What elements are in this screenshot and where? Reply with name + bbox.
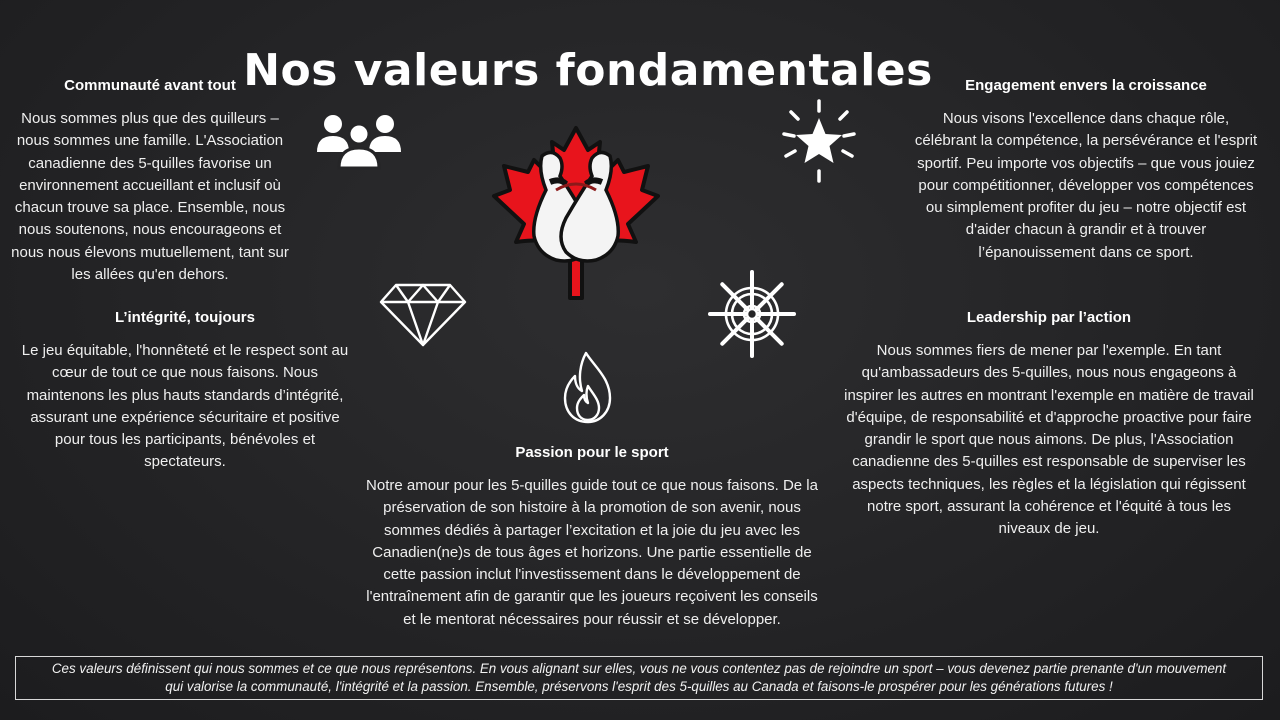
diamond-icon: [378, 282, 468, 348]
value-integrity-text: Le jeu équitable, l'honnêteté et le respect sont au cœur de tout ce que nous faisons. Nous maintenons les plus hauts standards d’intégrité, assurant une expérience sécuritaire et positive pour tous les participants, bénévoles et spectateurs.: [21, 342, 349, 471]
value-integrity-heading: L’intégrité, toujours: [114, 309, 255, 326]
footer-statement: Ces valeurs définissent qui nous sommes et ce que nous représentons. En vous alignant sur elles, vous ne vous contentez pas de rejoindre un sport – vous devenez partie prenante d'un mouvement qui valorise la communauté, l'intégrité et la passion. Ensemble, préservons l'esprit des 5-quilles au Canada et faisons-le prospérer pour les générations futures !: [15, 656, 1263, 700]
value-leadership-text: Nous sommes fiers de mener par l'exemple. En tant qu'ambassadeurs des 5-quilles, nous nous engageons à inspirer les autres en montrant l'exemple en matière de travail d'équipe, de responsabilité et d'approche proactive pour faire grandir le sport que nous aimons. De plus, l'Association canadienne des 5-quilles est responsable de superviser les aspects techniques, les règles et la législation qui régissent notre sport, assurant la cohérence et l'équité à tous les niveaux de jeu.: [844, 342, 1254, 538]
star-burst-icon: [776, 98, 862, 184]
value-leadership: [840, 309, 1258, 541]
maple-leaf-bowling-pins-logo: [486, 120, 666, 310]
flame-icon: [560, 350, 616, 426]
value-growth-text: Nous visons l'excellence dans chaque rôle, célébrant la compétence, la persévérance et l'esprit sportif. Peu importe vos objectifs – que vous jouiez pour compétitionner, développer vos compétences ou simplement profiter du jeu – notre objectif est d'aider chacun à grandir et à trouver l’épanouissement dans ce sport.: [914, 110, 1258, 261]
value-passion: [358, 444, 826, 631]
value-community-heading: Communauté avant tout: [64, 77, 236, 94]
page-title: Nos valeurs fondamentales: [243, 45, 933, 97]
value-passion-text: Notre amour pour les 5-quilles guide tout ce que nous faisons. De la préservation de son histoire à la promotion de son avenir, nous sommes dédiés à partager l’excitation et la joie du jeu avec les Canadien(ne)s de tous âges et horizons. Une partie essentielle de cette passion inclut l'investissement dans le développement de l'entraînement afin de garantir que les joueurs reçoivent les conseils et le mentorat nécessaires pour réussir et se développer.: [366, 477, 818, 628]
value-growth: [912, 77, 1260, 264]
people-icon: [315, 112, 403, 170]
value-growth-heading: Engagement envers la croissance: [965, 77, 1207, 94]
value-passion-heading: Passion pour le sport: [515, 444, 669, 461]
value-community-text: Nous sommes plus que des quilleurs – nous sommes une famille. L'Association canadienne des 5-quilles favorise un environnement accueillant et inclusif où chacun trouve sa place. Ensemble, nous nous soutenons, nous encourageons et nous nous élevons mutuellement, tant sur les allées qu'en dehors.: [11, 110, 289, 284]
value-integrity: [20, 309, 350, 474]
value-community: [6, 77, 294, 286]
ship-wheel-icon: [706, 268, 798, 360]
value-leadership-heading: Leadership par l’action: [966, 309, 1132, 326]
